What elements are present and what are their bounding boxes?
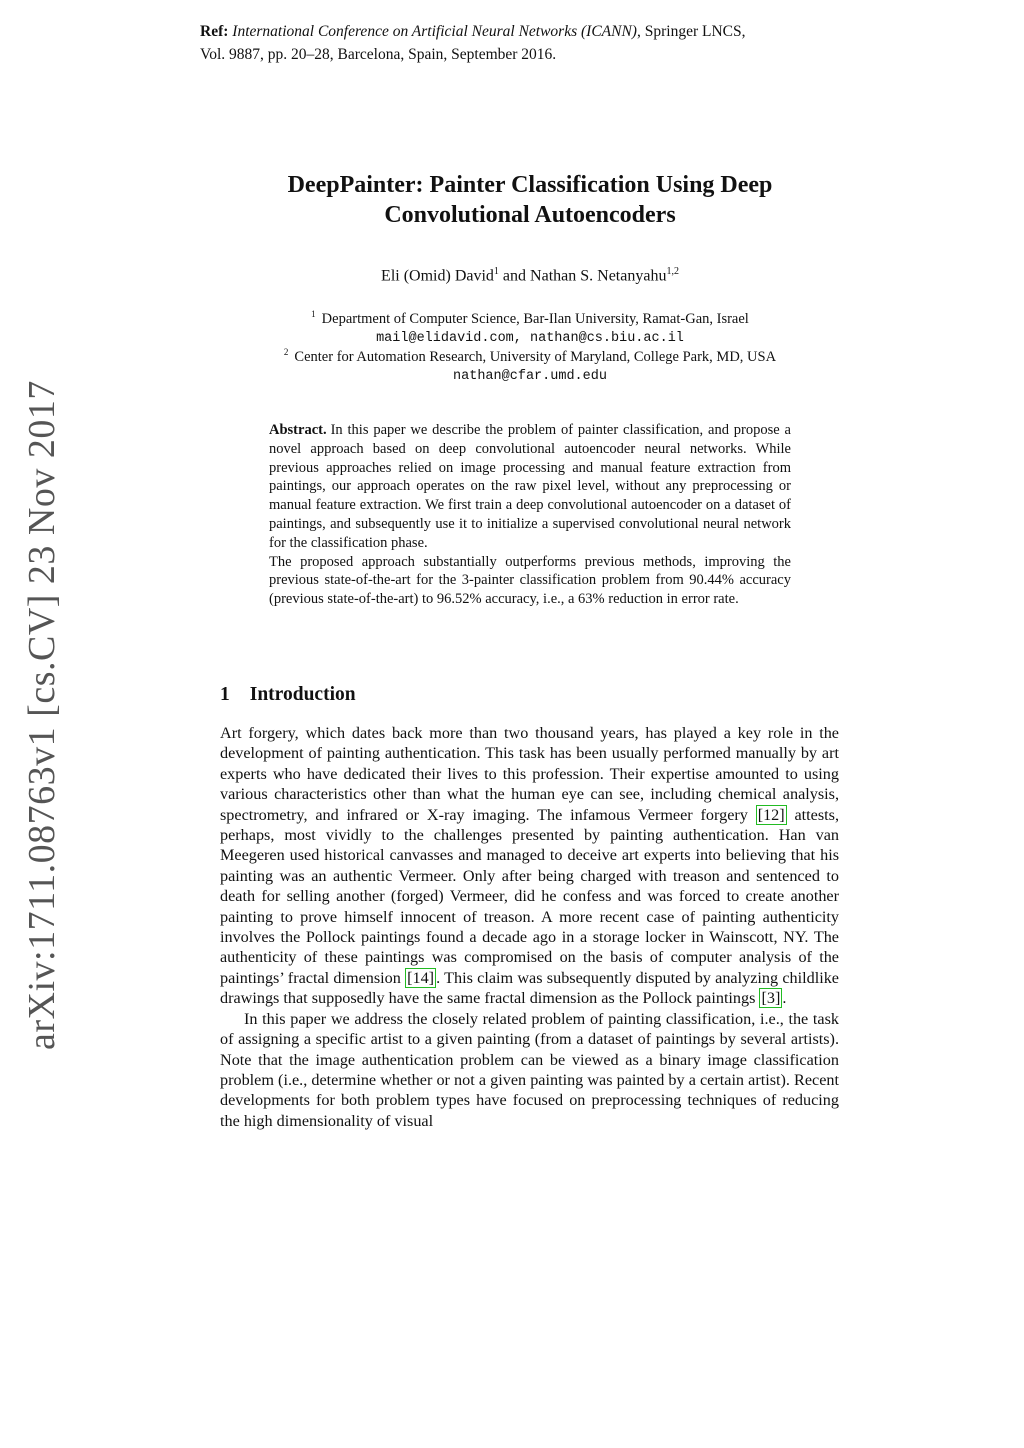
author-1-affiliation: 1: [493, 266, 499, 277]
ref-details-line2: Vol. 9887, pp. 20–28, Barcelona, Spain, September 2016.: [200, 46, 557, 63]
author-list: [200, 266, 860, 285]
affiliation-2-marker: 2: [283, 347, 289, 357]
intro-p1-text-c: . This claim was subsequently disputed by analyzing childlike drawings that supposedly have the same fractal dimension as the Pollock paintings: [220, 968, 839, 1008]
intro-p1-text-a: Art forgery, which dates back more than two thousand years, has played a key role in the development of painting authentication. This task has been usually performed manually by art experts who have dedicated their lives to this profession. Their expertise amounted to using various characteristics other than what the human eye can see, including chemical analysis, spectrometry, and infrared or X-ray imaging. The infamous Vermeer forgery: [220, 724, 839, 824]
section-heading-introduction: [220, 684, 356, 706]
affiliation-2-email: nathan@cfar.umd.edu: [453, 368, 607, 384]
author-2: Nathan S. Netanyahu: [530, 267, 667, 285]
reference-note: [200, 20, 880, 66]
affiliation-1-email: mail@elidavid.com, nathan@cs.biu.ac.il: [376, 330, 684, 346]
section-number: 1: [220, 684, 230, 705]
paper-title: [200, 170, 860, 230]
citation-link-12[interactable]: [12]: [757, 805, 785, 824]
title-line-1: DeepPainter: Painter Classification Using Deep: [287, 172, 773, 198]
affiliation-2-text: Center for Automation Research, University of Maryland, College Park, MD, USA: [294, 348, 777, 365]
affiliation-2: [200, 343, 860, 386]
intro-p1-text-d: .: [782, 989, 787, 1008]
citation-link-14[interactable]: [14]: [407, 968, 435, 987]
affiliation-1-marker: 1: [311, 309, 316, 319]
ref-venue: International Conference on Artificial Neural Networks (ICANN): [232, 23, 637, 40]
abstract-paragraph-2: The proposed approach substantially outperforms previous methods, improving the previous state-of-the-art for the 3-painter classification problem from 90.44% accuracy (previous state-of-the-art) to 96.52% accuracy, i.e., a 63% reduction in error rate.: [269, 553, 791, 608]
section-title: Introduction: [249, 684, 356, 705]
intro-paragraph-2: In this paper we address the closely related problem of painting classification, i.e., the task of assigning a specific artist to a given painting (from a dataset of paintings by several artists). Note that the image authentication problem can be viewed as a binary image classification problem (i.e., determine whether or not a given painting was painted by a certain artist). Recent developments for both problem types have focused on preprocessing techniques of reducing the high dimensionality of visual: [220, 1009, 839, 1130]
abstract-label: Abstract.: [269, 422, 327, 438]
author-1: Eli (Omid) David: [381, 267, 494, 285]
abstract: [269, 421, 791, 609]
intro-paragraph-1: [220, 723, 839, 1009]
arxiv-sidebar-stamp: arXiv:1711.08763v1 [cs.CV] 23 Nov 2017: [21, 380, 63, 1050]
ref-label: Ref:: [200, 23, 229, 40]
citation-link-3[interactable]: [3]: [761, 989, 781, 1008]
affiliation-1: [200, 305, 860, 348]
introduction-body: [220, 723, 839, 1131]
intro-p1-text-b: attests, perhaps, most vividly to the challenges presented by painting authentication. Han van Meegeren used historical canvasses and managed to deceive art experts into believing that his painting was an authentic Vermeer. Only after being charged with treason and sentenced to death for selling another (forged) Vermeer, did he confess and was forced to create another painting to prove himself innocent of treason. A more recent case of painting authenticity involves the Pollock paintings found a decade ago in a storage locker in Wainscott, NY. The authenticity of these paintings was compromised on the basis of computer analysis of the paintings’ fractal dimension: [220, 805, 839, 987]
author-conjunction: and: [498, 267, 531, 285]
author-2-affiliation: 1,2: [666, 266, 679, 277]
abstract-paragraph-1: In this paper we describe the problem of painter classification, and propose a novel approach based on deep convolutional autoencoder neural networks. While previous approaches relied on image processing and manual feature extraction from paintings, our approach operates on the raw pixel level, without any preprocessing or manual feature extraction. We first train a deep convolutional autoencoder on a dataset of paintings, and subsequently use it to initialize a supervised convolutional neural network for the classification phase.: [269, 422, 791, 551]
ref-details-line1: , Springer LNCS,: [636, 23, 746, 40]
affiliation-1-text: Department of Computer Science, Bar-Ilan University, Ramat-Gan, Israel: [321, 310, 749, 327]
title-line-2: Convolutional Autoencoders: [384, 202, 676, 228]
